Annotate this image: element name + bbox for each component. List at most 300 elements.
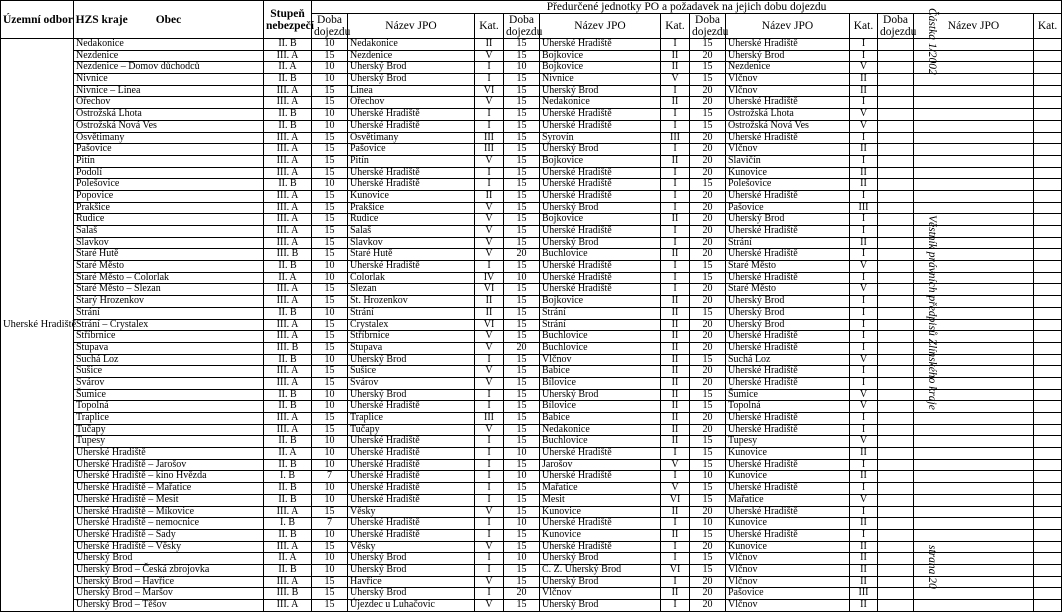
table-cell: 10: [690, 471, 726, 483]
table-cell: Uherské Hradiště: [348, 261, 475, 273]
table-cell: II: [850, 471, 878, 483]
table-cell: I: [661, 448, 690, 460]
table-cell: I: [475, 483, 504, 495]
table-cell: Strání: [540, 319, 661, 331]
table-cell: Nezdenice: [348, 50, 475, 62]
table-cell: I: [661, 471, 690, 483]
table-cell: V: [475, 155, 504, 167]
table-cell: 20: [690, 506, 726, 518]
table-cell: 15: [690, 62, 726, 74]
region-cell: Uherské Hradiště: [1, 39, 74, 612]
table-cell: II: [661, 389, 690, 401]
table-cell: 15: [312, 588, 348, 600]
table-cell: I: [850, 331, 878, 343]
table-cell: VI: [475, 319, 504, 331]
table-cell: Uherský Brod: [726, 307, 850, 319]
table-cell: III. A: [264, 506, 312, 518]
table-cell: Vlčnov: [540, 354, 661, 366]
table-cell: III. A: [264, 155, 312, 167]
table-cell: Uherský Brod: [74, 553, 264, 565]
table-cell: I: [661, 284, 690, 296]
table-cell: 15: [690, 436, 726, 448]
doba-header-2: Doba dojezdu: [504, 14, 540, 39]
table-cell: III. A: [264, 97, 312, 109]
table-cell: VI: [475, 85, 504, 97]
table-cell: III: [850, 588, 878, 600]
table-row: [1, 600, 1062, 612]
table-cell: Nivnice – Linea: [74, 85, 264, 97]
table-cell-empty: [1034, 506, 1062, 518]
table-cell: 15: [690, 494, 726, 506]
table-row: [1, 155, 1062, 167]
table-row: [1, 307, 1062, 319]
table-cell-empty: [1034, 553, 1062, 565]
table-cell: Topolná: [74, 401, 264, 413]
table-cell: I: [475, 109, 504, 121]
table-cell: Buchlovice: [540, 342, 661, 354]
table-cell: Havřice: [348, 576, 475, 588]
table-cell: 15: [504, 226, 540, 238]
table-cell: 15: [690, 448, 726, 460]
table-cell: Staré Hutě: [348, 249, 475, 261]
table-cell: Uherský Brod: [726, 50, 850, 62]
table-cell: II: [661, 249, 690, 261]
table-row: [1, 284, 1062, 296]
table-row: [1, 296, 1062, 308]
table-cell: Uherské Hradiště: [348, 120, 475, 132]
table-cell: 10: [312, 120, 348, 132]
group-header-title: Předurčené jednotky PO a požadavek na jejich dobu dojezdu: [312, 1, 1062, 14]
table-cell: Uherské Hradiště – kino Hvězda: [74, 471, 264, 483]
table-cell: III. A: [264, 144, 312, 156]
table-cell: II: [850, 74, 878, 86]
table-cell: 20: [690, 342, 726, 354]
table-cell: II: [850, 167, 878, 179]
table-cell: 15: [504, 366, 540, 378]
table-cell: 15: [504, 483, 540, 495]
table-cell: 20: [690, 226, 726, 238]
table-cell: Kunovice: [726, 518, 850, 530]
table-cell-empty: [878, 529, 914, 541]
table-cell: 15: [312, 342, 348, 354]
table-cell: Uherský Brod: [540, 202, 661, 214]
table-cell: I: [475, 436, 504, 448]
table-cell-empty: [878, 144, 914, 156]
table-cell-empty: [878, 237, 914, 249]
table-cell: IV: [475, 272, 504, 284]
table-cell: Popovice: [74, 190, 264, 202]
table-cell: I: [475, 74, 504, 86]
table-cell: I: [850, 226, 878, 238]
table-cell: 20: [504, 588, 540, 600]
table-cell: 15: [312, 226, 348, 238]
table-cell: Slezan: [348, 284, 475, 296]
table-cell-empty: [1034, 249, 1062, 261]
table-cell: III. A: [264, 319, 312, 331]
table-cell: 20: [504, 342, 540, 354]
table-cell-empty: [878, 564, 914, 576]
table-cell-empty: [878, 588, 914, 600]
table-cell: Staré Město: [726, 284, 850, 296]
table-cell: 15: [504, 167, 540, 179]
table-cell: 15: [690, 401, 726, 413]
table-cell: I: [661, 576, 690, 588]
table-cell: Uherské Hradiště: [540, 448, 661, 460]
table-cell: II. B: [264, 401, 312, 413]
table-cell: 15: [312, 331, 348, 343]
table-body: [1, 39, 1062, 612]
table-cell-empty: [1034, 424, 1062, 436]
table-cell: Nivnice: [540, 74, 661, 86]
table-cell-empty: [878, 155, 914, 167]
table-row: [1, 97, 1062, 109]
table-cell: V: [850, 284, 878, 296]
table-cell: Linea: [348, 85, 475, 97]
table-cell: II: [850, 144, 878, 156]
table-cell-empty: [1034, 483, 1062, 495]
table-cell-empty: [1034, 109, 1062, 121]
table-cell: Uherské Hradiště: [540, 272, 661, 284]
table-cell: II. B: [264, 354, 312, 366]
table-cell: Kunovice: [726, 448, 850, 460]
table-cell: 15: [312, 97, 348, 109]
table-cell: II: [475, 296, 504, 308]
table-cell: Suchá Loz: [74, 354, 264, 366]
table-cell: III. B: [264, 588, 312, 600]
table-cell: 10: [312, 436, 348, 448]
table-cell: I: [661, 120, 690, 132]
table-cell: 15: [504, 190, 540, 202]
table-cell: Polešovice: [726, 179, 850, 191]
table-cell: Crystalex: [348, 319, 475, 331]
table-cell-empty: [878, 319, 914, 331]
table-cell: Staré Hutě: [74, 249, 264, 261]
kat-header-1: Kat.: [475, 14, 504, 39]
table-cell: II: [850, 237, 878, 249]
table-cell: 15: [504, 120, 540, 132]
table-cell-empty: [1034, 132, 1062, 144]
table-cell: Mařatice: [726, 494, 850, 506]
table-cell: Uherský Brod: [348, 62, 475, 74]
table-cell: II: [850, 553, 878, 565]
table-cell: Slavkov: [74, 237, 264, 249]
table-row: [1, 179, 1062, 191]
table-cell-empty: [878, 202, 914, 214]
table-cell: Uherské Hradiště: [348, 401, 475, 413]
table-cell: Uherské Hradiště: [540, 109, 661, 121]
table-cell: 15: [504, 564, 540, 576]
table-cell: Rudice: [74, 214, 264, 226]
table-cell: Uherské Hradiště: [726, 132, 850, 144]
table-cell: 20: [690, 97, 726, 109]
table-cell: Šumice: [74, 389, 264, 401]
table-cell: V: [475, 424, 504, 436]
table-cell: Pašovice: [726, 202, 850, 214]
table-cell: 15: [504, 132, 540, 144]
table-cell: 15: [312, 85, 348, 97]
table-cell-empty: [1034, 436, 1062, 448]
table-cell: Věsky: [348, 541, 475, 553]
table-row: [1, 85, 1062, 97]
table-cell-empty: [1034, 448, 1062, 460]
table-cell: V: [475, 600, 504, 612]
table-cell: I: [475, 518, 504, 530]
table-cell-empty: [878, 494, 914, 506]
table-cell: 20: [690, 214, 726, 226]
table-cell: II: [661, 377, 690, 389]
table-cell: Uherské Hradiště: [540, 167, 661, 179]
table-cell: Uherské Hradiště: [726, 366, 850, 378]
kat-header-2: Kat.: [661, 14, 690, 39]
table-cell: V: [475, 366, 504, 378]
table-cell-empty: [1034, 354, 1062, 366]
table-cell: III. B: [264, 249, 312, 261]
table-row: [1, 354, 1062, 366]
table-row: [1, 226, 1062, 238]
table-cell: II: [475, 190, 504, 202]
table-cell: Strání: [726, 237, 850, 249]
table-cell: 15: [504, 237, 540, 249]
table-cell: I: [475, 120, 504, 132]
table-cell-empty: [1034, 167, 1062, 179]
table-cell: Strání: [74, 307, 264, 319]
table-cell: Uherské Hradiště: [348, 459, 475, 471]
table-cell: III: [475, 413, 504, 425]
table-cell: II: [475, 307, 504, 319]
table-cell: 15: [504, 97, 540, 109]
table-cell-empty: [878, 366, 914, 378]
table-cell-empty: [1034, 588, 1062, 600]
table-cell: III. A: [264, 366, 312, 378]
table-cell: V: [850, 120, 878, 132]
table-cell: I: [475, 529, 504, 541]
table-cell: Uherský Brod: [726, 296, 850, 308]
table-cell-empty: [878, 541, 914, 553]
table-cell: I: [850, 39, 878, 51]
table-cell-empty: [878, 97, 914, 109]
table-cell: V: [475, 226, 504, 238]
table-cell: Uherské Hradiště: [74, 448, 264, 460]
table-cell: Uherské Hradiště: [348, 529, 475, 541]
table-cell: 20: [690, 144, 726, 156]
table-cell: Nedakonice: [348, 39, 475, 51]
table-row: [1, 331, 1062, 343]
table-row: [1, 459, 1062, 471]
table-cell: 20: [690, 541, 726, 553]
table-cell: III. A: [264, 541, 312, 553]
table-cell: I: [850, 319, 878, 331]
table-cell: 20: [690, 296, 726, 308]
table-cell: Stupava: [74, 342, 264, 354]
table-cell: Polešovice: [74, 179, 264, 191]
table-cell: Uherské Hradiště: [726, 506, 850, 518]
table-cell: Bojkovice: [540, 50, 661, 62]
table-cell: 10: [312, 179, 348, 191]
table-cell: Vlčnov: [726, 576, 850, 588]
table-cell-empty: [878, 307, 914, 319]
table-cell: III. A: [264, 413, 312, 425]
table-cell: Syrovín: [540, 132, 661, 144]
table-cell: 15: [504, 389, 540, 401]
table-cell: 15: [312, 377, 348, 389]
table-cell-empty: [878, 214, 914, 226]
table-cell: II. B: [264, 483, 312, 495]
table-cell: III. A: [264, 237, 312, 249]
table-cell: III. A: [264, 50, 312, 62]
table-cell-empty: [878, 471, 914, 483]
table-cell: Staré Město: [74, 261, 264, 273]
table-cell: I: [661, 144, 690, 156]
table-cell: Pašovice: [348, 144, 475, 156]
table-row: [1, 39, 1062, 51]
nazev-header-4: Název JPO: [914, 14, 1034, 39]
table-cell: Rudice: [348, 214, 475, 226]
table-cell-empty: [1034, 307, 1062, 319]
table-row: [1, 319, 1062, 331]
table-cell: V: [475, 237, 504, 249]
table-cell: Bojkovice: [540, 62, 661, 74]
table-cell: II: [661, 354, 690, 366]
table-cell-empty: [878, 190, 914, 202]
table-cell: Kunovice: [726, 167, 850, 179]
table-cell: III. A: [264, 226, 312, 238]
table-cell: II. B: [264, 494, 312, 506]
table-cell: Bojkovice: [540, 214, 661, 226]
table-cell: Nedakonice: [540, 424, 661, 436]
table-cell: Uherský Brod: [540, 389, 661, 401]
table-cell: Uherské Hradiště – Sady: [74, 529, 264, 541]
table-cell: I: [661, 553, 690, 565]
table-cell: III. A: [264, 202, 312, 214]
table-cell: III. A: [264, 214, 312, 226]
table-cell: 15: [504, 109, 540, 121]
table-cell: III. A: [264, 600, 312, 612]
table-cell: Uherský Brod: [726, 319, 850, 331]
table-cell: 7: [312, 518, 348, 530]
table-cell: II: [850, 564, 878, 576]
table-cell: Vlčnov: [726, 553, 850, 565]
table-cell: 15: [312, 155, 348, 167]
table-cell: Věsky: [348, 506, 475, 518]
table-cell: V: [850, 494, 878, 506]
table-cell: I. B: [264, 518, 312, 530]
table-cell-empty: [1034, 85, 1062, 97]
table-row: [1, 471, 1062, 483]
table-cell: I: [475, 471, 504, 483]
table-cell: Salaš: [74, 226, 264, 238]
table-cell: I: [850, 483, 878, 495]
table-cell: C. Z. Uherský Brod: [540, 564, 661, 576]
table-cell: II. A: [264, 553, 312, 565]
table-cell: II: [850, 600, 878, 612]
table-cell: 15: [312, 413, 348, 425]
table-cell: II: [661, 296, 690, 308]
table-cell: I: [850, 424, 878, 436]
table-cell: 15: [504, 50, 540, 62]
table-cell: II. B: [264, 436, 312, 448]
table-cell: Colorlak: [348, 272, 475, 284]
table-cell-empty: [1034, 202, 1062, 214]
table-cell: 15: [504, 39, 540, 51]
table-row: [1, 553, 1062, 565]
table-cell: Uherský Brod: [726, 214, 850, 226]
table-cell: Újezdec u Luhačovic: [348, 600, 475, 612]
table-row: [1, 109, 1062, 121]
table-cell: Uherské Hradiště: [348, 109, 475, 121]
table-row: [1, 249, 1062, 261]
table-cell: 15: [312, 284, 348, 296]
table-cell: Salaš: [348, 226, 475, 238]
table-cell: 15: [504, 494, 540, 506]
table-cell-empty: [1034, 190, 1062, 202]
table-cell: 20: [690, 377, 726, 389]
obec-column-header: Obec: [74, 1, 264, 39]
table-cell-empty: [878, 62, 914, 74]
table-cell: Sušice: [74, 366, 264, 378]
table-cell: Uherské Hradiště: [540, 179, 661, 191]
table-cell: Uherský Brod: [348, 354, 475, 366]
table-row: [1, 588, 1062, 600]
table-cell: Vlčnov: [726, 85, 850, 97]
table-row: [1, 202, 1062, 214]
table-cell: Babice: [540, 366, 661, 378]
table-cell: Uherské Hradiště: [348, 471, 475, 483]
table-cell-empty: [1034, 459, 1062, 471]
table-cell: Ostrožská Lhota: [74, 109, 264, 121]
table-cell-empty: [878, 342, 914, 354]
table-cell: Uherský Brod: [348, 74, 475, 86]
table-cell-empty: [878, 179, 914, 191]
table-cell: Ořechov: [74, 97, 264, 109]
table-cell: I: [475, 564, 504, 576]
table-cell-empty: [878, 120, 914, 132]
table-cell: Uherské Hradiště: [348, 448, 475, 460]
table-cell: 10: [312, 261, 348, 273]
table-cell: 15: [312, 366, 348, 378]
table-cell: V: [850, 354, 878, 366]
table-cell: I: [661, 167, 690, 179]
table-row: [1, 50, 1062, 62]
table-cell: Bílovice: [540, 401, 661, 413]
table-cell: Uherský Brod: [348, 389, 475, 401]
table-cell: II: [850, 85, 878, 97]
table-cell: Vlčnov: [726, 144, 850, 156]
table-cell: 15: [504, 331, 540, 343]
table-row: [1, 342, 1062, 354]
table-cell: 10: [312, 564, 348, 576]
table-cell: Stříbrnice: [74, 331, 264, 343]
table-cell-empty: [878, 424, 914, 436]
table-cell: 15: [504, 576, 540, 588]
table-cell-empty: [878, 401, 914, 413]
table-cell: 10: [312, 62, 348, 74]
table-cell: 15: [312, 319, 348, 331]
table-cell-empty: [878, 272, 914, 284]
table-cell: Uherské Hradiště: [540, 518, 661, 530]
table-cell: Tučapy: [348, 424, 475, 436]
table-cell: Kunovice: [726, 471, 850, 483]
table-cell: I: [850, 307, 878, 319]
table-cell: Buchlovice: [540, 249, 661, 261]
table-cell-empty: [878, 459, 914, 471]
table-cell-empty: [1034, 518, 1062, 530]
table-cell: Staré Město: [726, 261, 850, 273]
table-cell: I: [850, 132, 878, 144]
doba-header-1: Doba dojezdu: [312, 14, 348, 39]
table-cell-empty: [1034, 261, 1062, 273]
table-row: [1, 144, 1062, 156]
table-cell: II. B: [264, 307, 312, 319]
